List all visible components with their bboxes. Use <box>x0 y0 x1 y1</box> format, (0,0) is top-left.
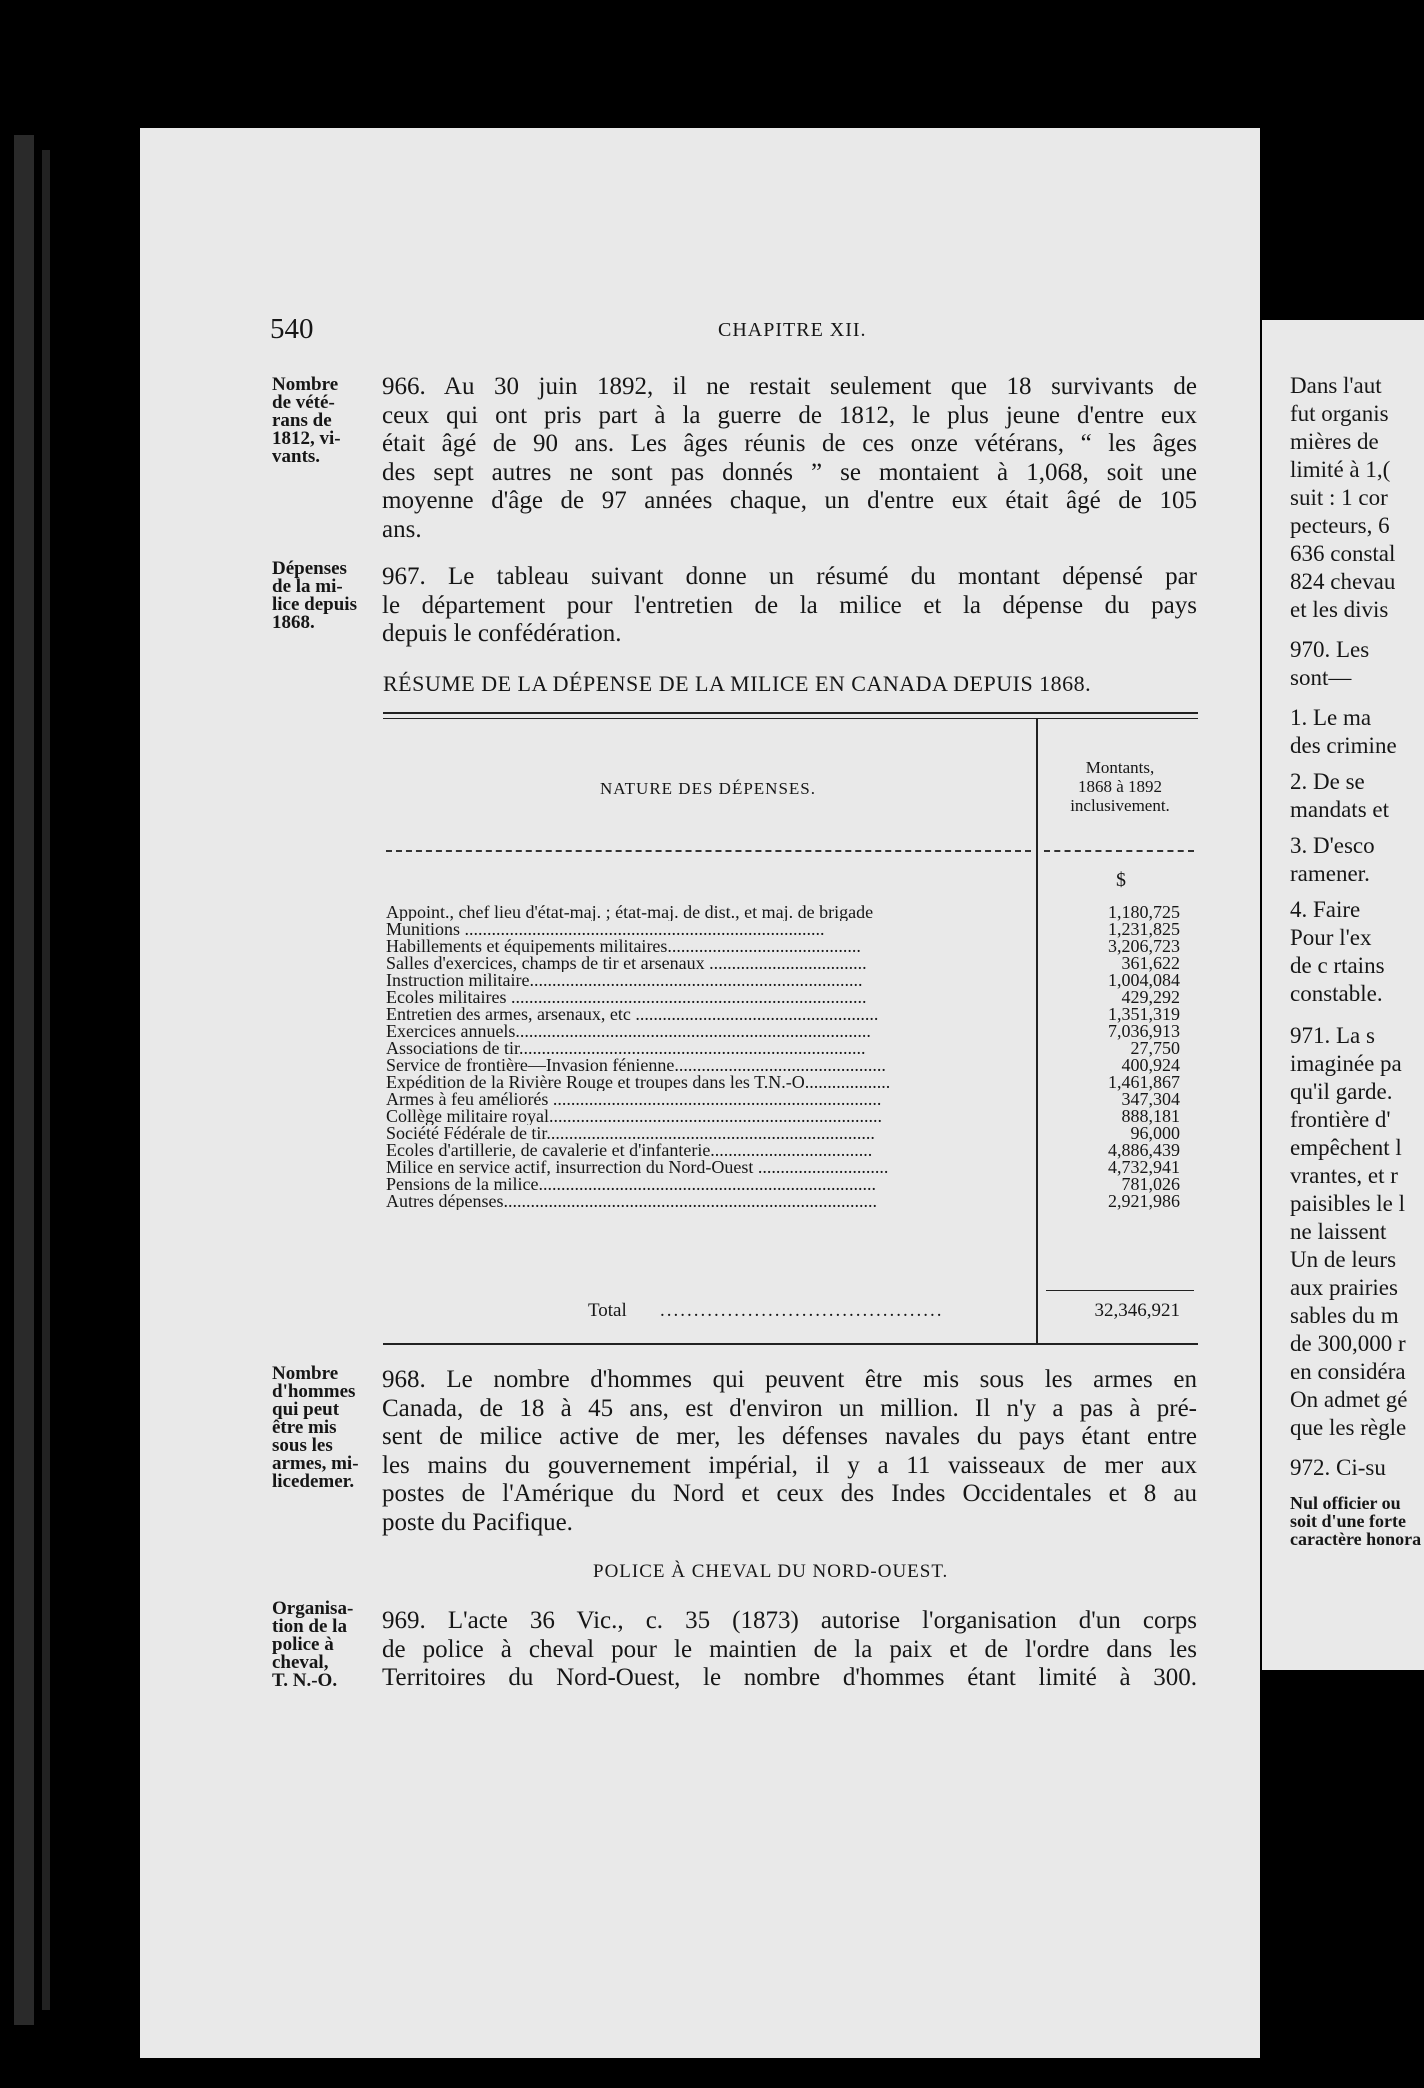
table-row-amount: 96,000 <box>1130 1123 1180 1143</box>
header-dashed-rule-left <box>386 850 1031 853</box>
table-row-label: Appoint., chef lieu d'état-maj. ; état-maj. de dist., et maj. de brigade <box>386 904 874 921</box>
column-header-nature: NATURE DES DÉPENSES. <box>600 779 816 798</box>
total-amount: 32,346,921 <box>1094 1300 1180 1321</box>
table-row-label: Salles d'exercices, champs de tir et arsenaux ................................... <box>386 955 867 972</box>
table-row-label: Société Fédérale de tir......................................................................... <box>386 1125 875 1142</box>
table-bottom-rule <box>383 1343 1198 1345</box>
table-row-label: Ecoles militaires ............................................................................... <box>386 989 867 1006</box>
table-row-amount: 1,180,725 <box>1108 902 1180 922</box>
table-row-label: Associations de tir............................................................................. <box>386 1040 866 1057</box>
table-row-label: Collège militaire royal.......................................................................... <box>386 1108 882 1125</box>
table-row-label: Munitions ................................................................................ <box>386 921 825 938</box>
table-row-amount: 4,886,439 <box>1108 1140 1180 1160</box>
table-row-amount: 361,622 <box>1121 953 1180 973</box>
table-row-amount: 27,750 <box>1130 1038 1180 1058</box>
page-number: 540 <box>270 313 314 345</box>
table-title: RÉSUME DE LA DÉPENSE DE LA MILICE EN CANADA DEPUIS 1868. <box>383 671 1092 696</box>
margin-note-militia-spending: Dépenses de la mi- lice depuis 1868. <box>272 558 357 633</box>
paragraph-966: 966. Au 30 juin 1892, il ne restait seulement que 18 survivants de ceux qui ont pris part à la guerre de 1812, le plus jeune d'entre eux était âgé de 90 ans. Les âges réunis de ces onze vétérans, “ les âges des sept autres ne sont pas donnés ” se montaient à 1,068, soit une moyenne d'âge de 97 années chaque, un d'entre eux était âgé de 105 ans. <box>382 373 1197 543</box>
table-row-label: Pensions de la milice........................................................................... <box>386 1176 876 1193</box>
table-row-amount: 4,732,941 <box>1108 1157 1180 1177</box>
table-top-rule-thin <box>383 718 1198 719</box>
table-row-label: Ecoles d'artillerie, de cavalerie et d'infanterie.................................... <box>386 1142 873 1159</box>
margin-note-mounted-police: Organisa- tion de la police à cheval, T. N.-O. <box>272 1598 354 1691</box>
total-label: Total <box>588 1300 627 1321</box>
table-row-amount: 1,004,084 <box>1108 970 1180 990</box>
table-row-amount: 1,231,825 <box>1108 919 1180 939</box>
total-leader-dots: .......................................... <box>660 1300 944 1321</box>
table-row-label: Expédition de la Rivière Rouge et troupes dans les T.N.-O................... <box>386 1074 891 1091</box>
table-row-amount: 2,921,986 <box>1108 1191 1180 1211</box>
table-top-rule <box>383 712 1198 714</box>
table-column-divider <box>1036 718 1038 1343</box>
table-row-label: Milice en service actif, insurrection du Nord-Ouest ............................. <box>386 1159 889 1176</box>
margin-note-veterans: Nombre de vété- rans de 1812, vi- vants. <box>272 374 341 467</box>
table-row-amount: 1,461,867 <box>1108 1072 1180 1092</box>
table-row-amount: 429,292 <box>1121 987 1180 1007</box>
paragraph-968: 968. Le nombre d'hommes qui peuvent être mis sous les armes en Canada, de 18 à 45 ans, est d'environ un million. Il n'y a pas à pré- sent de milice active de mer, les défenses navales du pays étant entre les mains du gouvernement impérial, il y a 11 vaisseaux de mer aux postes de l'Amérique du Nord et ceux des Indes Occidentales et 8 au poste du Pacifique. <box>382 1366 1197 1536</box>
margin-note-men-under-arms: Nombre d'hommes qui peut être mis sous les armes, mi- licedemer. <box>272 1363 359 1492</box>
table-row-label: Exercices annuels............................................................................... <box>386 1023 871 1040</box>
table-row-amount: 3,206,723 <box>1108 936 1180 956</box>
table-row-label: Entretien des armes, arsenaux, etc ...................................................... <box>386 1006 879 1023</box>
paragraph-969: 969. L'acte 36 Vic., c. 35 (1873) autorise l'organisation d'un corps de police à cheval pour le maintien de la paix et de l'ordre dans les Territoires du Nord-Ouest, le nombre d'hommes étant limité à 300. <box>382 1607 1197 1691</box>
paragraph-967: 967. Le tableau suivant donne un résumé du montant dépensé par le département pour l'entretien de la milice et la dépense du pays depuis le confédération. <box>382 563 1197 647</box>
book-edge-strip-inner <box>42 150 50 2010</box>
book-edge-strip <box>14 135 34 2025</box>
table-row-amount: 1,351,319 <box>1108 1004 1180 1024</box>
table-row-label: Armes à feu améliorés ......................................................................... <box>386 1091 882 1108</box>
header-dashed-rule-right <box>1044 850 1194 853</box>
total-rule <box>1046 1290 1194 1291</box>
section-subheading: POLICE À CHEVAL DU NORD-OUEST. <box>593 1561 949 1582</box>
chapter-heading: CHAPITRE XII. <box>718 319 867 341</box>
column-header-amounts: Montants, 1868 à 1892 inclusivement. <box>1070 758 1170 815</box>
table-row-amount: 7,036,913 <box>1108 1021 1180 1041</box>
table-row-label: Service de frontière—Invasion fénienne............................................... <box>386 1057 886 1074</box>
table-row-amount: 888,181 <box>1121 1106 1180 1126</box>
table-row-label: Instruction militaire.......................................................................... <box>386 972 863 989</box>
table-row-label: Autres dépenses................................................................................... <box>386 1193 877 1210</box>
table-row-amount: 347,304 <box>1121 1089 1180 1109</box>
facing-page-text: Dans l'aut fut organis mières de limité à 1,( suit : 1 cor pecteurs, 6 636 constal 824 chevau et les divis 970. Les sont— 1. Le ma des crimine 2. De se mandats et 3. D'esco ramener. 4. Faire Pour l'ex de c rtains constable. 971. La s imaginée pa qu'il garde. frontière d' empêchent l vrantes, et r paisibles le l ne laissent Un de leurs aux prairies sables du m de 300,000 r en considéra On admet gé que les règle 972. Ci-su Nul officier ou soit d'une forte caractère honora <box>1290 373 1422 1549</box>
currency-symbol: $ <box>1116 869 1126 891</box>
table-row-label: Habillements et équipements militaires........................................... <box>386 938 861 955</box>
table-row-amount: 781,026 <box>1121 1174 1180 1194</box>
table-row-amount: 400,924 <box>1121 1055 1180 1075</box>
